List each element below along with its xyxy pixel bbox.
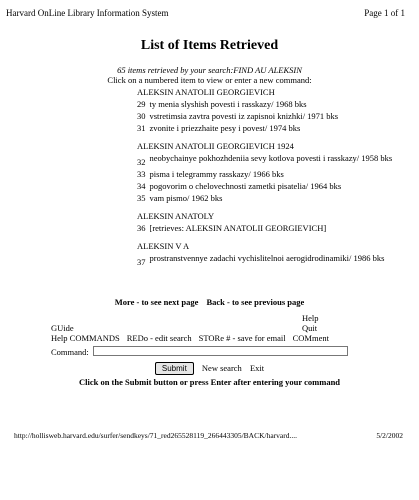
item-number-link[interactable]: 35 <box>137 193 146 203</box>
help-command[interactable]: Help <box>302 313 319 323</box>
list-item[interactable] <box>137 153 397 167</box>
footer-url: http://hollisweb.harvard.edu/surfer/sendkeys/71_red265528119_266443305/BACK/harvard.... <box>14 431 298 440</box>
guide-command[interactable]: GUide <box>51 323 74 333</box>
list-item[interactable] <box>137 169 397 179</box>
help-commands-command[interactable]: Help COMMANDS <box>51 333 120 343</box>
item-title: zvonite i priezzhaite pesy i povest/ 1974 bks <box>149 123 301 133</box>
list-item[interactable] <box>137 111 397 121</box>
author-heading: ALEKSIN V A <box>137 241 190 251</box>
item-number-link[interactable]: 37 <box>137 257 146 267</box>
item-title: neobychainye pokhozhdeniia sevy kotlova povesti i rasskazy/ 1958 bks <box>149 153 393 163</box>
item-number-link[interactable]: 36 <box>137 223 146 233</box>
author-group <box>137 86 397 133</box>
list-item[interactable] <box>137 123 397 133</box>
command-input[interactable] <box>93 346 348 356</box>
search-summary: 65 items retrieved by your search:FIND AU ALEKSIN <box>117 65 302 75</box>
comment-command[interactable]: COMment <box>292 333 329 343</box>
list-item[interactable] <box>137 181 397 191</box>
author-group <box>137 210 397 233</box>
store-command[interactable]: STORe # - save for email <box>198 333 286 343</box>
author-group <box>137 240 397 267</box>
item-title: pisma i telegrammy rasskazy/ 1966 bks <box>149 169 284 179</box>
author-heading: ALEKSIN ANATOLII GEORGIEVICH <box>137 87 275 97</box>
command-row <box>51 333 401 343</box>
item-number-link[interactable]: 31 <box>137 123 146 133</box>
results-list <box>137 86 397 274</box>
system-title: Harvard OnLine Library Information System <box>6 8 169 18</box>
paging-links <box>0 297 419 307</box>
item-title: vam pismo/ 1962 bks <box>149 193 223 203</box>
submit-note: Click on the Submit button or press Enter after entering your command <box>78 377 341 387</box>
submit-button[interactable]: Submit <box>155 362 194 375</box>
author-heading: ALEKSIN ANATOLII GEORGIEVICH 1924 <box>137 141 294 151</box>
list-item[interactable] <box>137 253 397 267</box>
page-title: List of Items Retrieved <box>140 38 279 53</box>
item-number-link[interactable]: 33 <box>137 169 146 179</box>
back-link[interactable]: Back - to see previous page <box>206 297 305 307</box>
item-title: [retrieves: ALEKSIN ANATOLII GEORGIEVICH] <box>149 223 327 233</box>
help-quit-column <box>302 313 319 333</box>
author-heading: ALEKSIN ANATOLY <box>137 211 215 221</box>
list-item[interactable] <box>137 223 397 233</box>
item-number-link[interactable]: 34 <box>137 181 146 191</box>
quit-command[interactable]: Quit <box>302 323 318 333</box>
new-search-link[interactable]: New search <box>201 363 242 373</box>
command-menu <box>51 313 401 343</box>
item-number-link[interactable]: 32 <box>137 157 146 167</box>
item-title: pogovorim o chelovechnosti zametki pisatelia/ 1964 bks <box>149 181 342 191</box>
exit-link[interactable]: Exit <box>249 363 265 373</box>
list-item[interactable] <box>137 99 397 109</box>
page-indicator: Page 1 of 1 <box>364 8 405 18</box>
command-label: Command: <box>51 347 89 357</box>
form-buttons <box>0 362 419 375</box>
item-title: prostranstvennye zadachi vychislitelnoi aerogidrodinamiki/ 1986 bks <box>149 253 385 263</box>
item-number-link[interactable]: 30 <box>137 111 146 121</box>
more-link[interactable]: More - to see next page <box>114 297 199 307</box>
list-item[interactable] <box>137 193 397 203</box>
item-title: ty menia slyshish povesti i rasskazy/ 1968 bks <box>149 99 307 109</box>
author-group <box>137 140 397 203</box>
instruction-text: Click on a numbered item to view or enter a new command: <box>107 75 312 85</box>
item-number-link[interactable]: 29 <box>137 99 146 109</box>
redo-command[interactable]: REDo - edit search <box>126 333 192 343</box>
item-title: vstretimsia zavtra povesti iz zapisnoi knizhki/ 1971 bks <box>149 111 339 121</box>
footer-date: 5/2/2002 <box>376 431 403 440</box>
